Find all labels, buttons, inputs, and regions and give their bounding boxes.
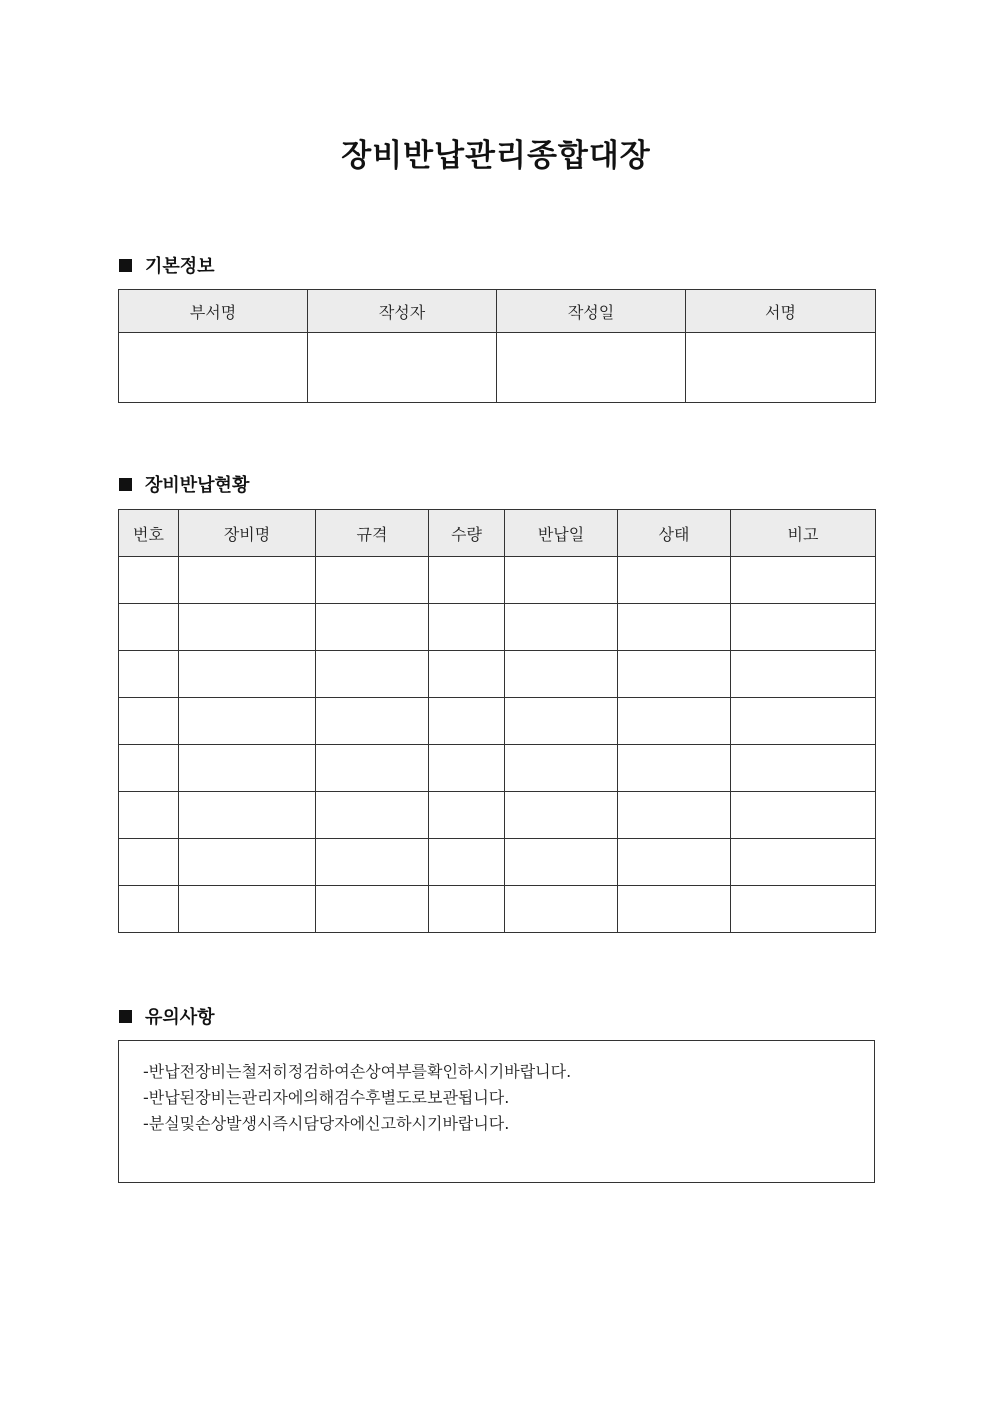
- table-row: [119, 886, 876, 933]
- table-row: [119, 839, 876, 886]
- department-field[interactable]: [119, 333, 308, 403]
- table-row: [119, 333, 876, 403]
- status-cell[interactable]: [618, 557, 731, 604]
- return-status-table: [118, 509, 876, 933]
- note-line: -반납전장비는철저히정검하여손상여부를확인하시기바랍니다.: [143, 1062, 572, 1081]
- spec-cell[interactable]: [316, 651, 429, 698]
- section-heading-return-status: [119, 472, 249, 496]
- table-header-row: [119, 290, 876, 333]
- remarks-cell[interactable]: [731, 698, 876, 745]
- spec-cell[interactable]: [316, 886, 429, 933]
- notes-box: [118, 1040, 875, 1183]
- number-cell[interactable]: [119, 745, 179, 792]
- return-date-cell[interactable]: [505, 839, 618, 886]
- author-field[interactable]: [308, 333, 497, 403]
- return-date-cell[interactable]: [505, 792, 618, 839]
- equipment-name-cell[interactable]: [179, 792, 316, 839]
- equipment-name-cell[interactable]: [179, 745, 316, 792]
- header-number: 번호: [119, 510, 179, 557]
- equipment-name-cell[interactable]: [179, 604, 316, 651]
- table-row: [119, 698, 876, 745]
- square-bullet-icon: [119, 259, 132, 272]
- quantity-cell[interactable]: [429, 745, 505, 792]
- status-cell[interactable]: [618, 839, 731, 886]
- quantity-cell[interactable]: [429, 651, 505, 698]
- document-title: 장비반납관리종합대장: [341, 138, 651, 174]
- number-cell[interactable]: [119, 651, 179, 698]
- spec-cell[interactable]: [316, 792, 429, 839]
- number-cell[interactable]: [119, 557, 179, 604]
- quantity-cell[interactable]: [429, 839, 505, 886]
- number-cell[interactable]: [119, 886, 179, 933]
- status-cell[interactable]: [618, 604, 731, 651]
- section-heading-basic-info: [119, 253, 215, 277]
- equipment-name-cell[interactable]: [179, 557, 316, 604]
- return-date-cell[interactable]: [505, 886, 618, 933]
- number-cell[interactable]: [119, 839, 179, 886]
- status-cell[interactable]: [618, 886, 731, 933]
- signature-field[interactable]: [686, 333, 876, 403]
- status-cell[interactable]: [618, 651, 731, 698]
- basic-info-table: [118, 289, 876, 403]
- header-date: 작성일: [497, 290, 686, 333]
- header-signature: 서명: [686, 290, 876, 333]
- section-heading-label: 장비반납현황: [145, 475, 250, 496]
- square-bullet-icon: [119, 478, 132, 491]
- header-return-date: 반납일: [505, 510, 618, 557]
- note-line: -반납된장비는관리자에의해검수후별도로보관됩니다.: [143, 1088, 510, 1107]
- spec-cell[interactable]: [316, 698, 429, 745]
- status-cell[interactable]: [618, 792, 731, 839]
- spec-cell[interactable]: [316, 745, 429, 792]
- number-cell[interactable]: [119, 604, 179, 651]
- header-equipment-name: 장비명: [179, 510, 316, 557]
- spec-cell[interactable]: [316, 839, 429, 886]
- return-date-cell[interactable]: [505, 557, 618, 604]
- remarks-cell[interactable]: [731, 792, 876, 839]
- quantity-cell[interactable]: [429, 792, 505, 839]
- remarks-cell[interactable]: [731, 604, 876, 651]
- table-header-row: [119, 510, 876, 557]
- remarks-cell[interactable]: [731, 839, 876, 886]
- number-cell[interactable]: [119, 698, 179, 745]
- date-field[interactable]: [497, 333, 686, 403]
- remarks-cell[interactable]: [731, 557, 876, 604]
- header-status: 상태: [618, 510, 731, 557]
- return-date-cell[interactable]: [505, 604, 618, 651]
- quantity-cell[interactable]: [429, 886, 505, 933]
- equipment-name-cell[interactable]: [179, 698, 316, 745]
- header-remarks: 비고: [731, 510, 876, 557]
- return-date-cell[interactable]: [505, 698, 618, 745]
- remarks-cell[interactable]: [731, 651, 876, 698]
- return-date-cell[interactable]: [505, 651, 618, 698]
- table-row: [119, 745, 876, 792]
- spec-cell[interactable]: [316, 557, 429, 604]
- table-row: [119, 557, 876, 604]
- quantity-cell[interactable]: [429, 698, 505, 745]
- section-heading-notes: [119, 1004, 215, 1028]
- quantity-cell[interactable]: [429, 604, 505, 651]
- equipment-name-cell[interactable]: [179, 839, 316, 886]
- remarks-cell[interactable]: [731, 886, 876, 933]
- section-heading-label: 유의사항: [145, 1007, 215, 1028]
- header-spec: 규격: [316, 510, 429, 557]
- equipment-name-cell[interactable]: [179, 886, 316, 933]
- table-row: [119, 792, 876, 839]
- section-heading-label: 기본정보: [145, 256, 215, 277]
- quantity-cell[interactable]: [429, 557, 505, 604]
- header-quantity: 수량: [429, 510, 505, 557]
- table-row: [119, 604, 876, 651]
- table-row: [119, 651, 876, 698]
- status-cell[interactable]: [618, 745, 731, 792]
- note-line: -분실및손상발생시즉시담당자에신고하시기바랍니다.: [143, 1114, 510, 1133]
- spec-cell[interactable]: [316, 604, 429, 651]
- number-cell[interactable]: [119, 792, 179, 839]
- square-bullet-icon: [119, 1010, 132, 1023]
- remarks-cell[interactable]: [731, 745, 876, 792]
- header-author: 작성자: [308, 290, 497, 333]
- return-date-cell[interactable]: [505, 745, 618, 792]
- header-department: 부서명: [119, 290, 308, 333]
- status-cell[interactable]: [618, 698, 731, 745]
- equipment-name-cell[interactable]: [179, 651, 316, 698]
